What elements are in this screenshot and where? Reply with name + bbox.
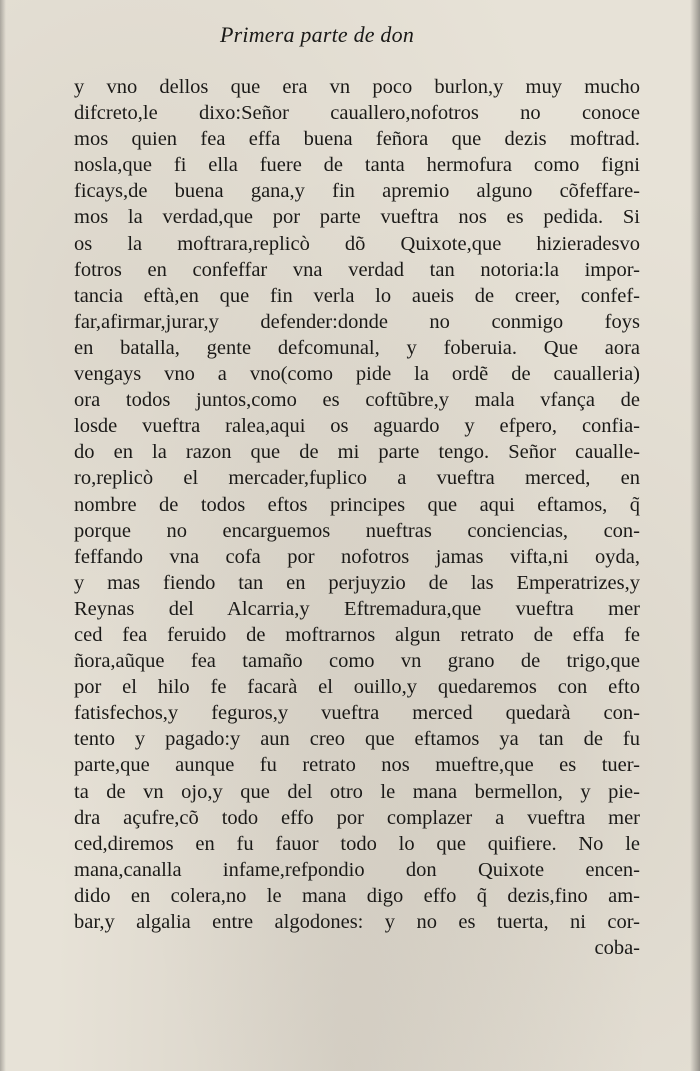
text-line: losde vueftra ralea,aqui os aguardo y efpero, confia- [74, 415, 640, 438]
text-line: nosla,que fi ella fuere de tanta hermofura como figni [74, 154, 640, 177]
text-line: parte,que aunque fu retrato nos mueftre,que es tuer- [74, 754, 640, 777]
running-head: Primera parte de don [220, 22, 415, 47]
text-line: tancia eftà,en que fin verla lo aueis de creer, confef- [74, 284, 640, 307]
text-line: ro,replicò el mercader,fuplico a vueftra merced, en [74, 467, 640, 490]
text-line: por el hilo fe facarà el ouillo,y quedaremos con efto [74, 676, 640, 699]
text-line: mos quien fea effa buena feñora que dezis moftrad. [74, 128, 640, 151]
text-line: nombre de todos eftos principes que aqui eftamos, q̃ [74, 493, 640, 516]
text-line: ora todos juntos,como es coftũbre,y mala vfança de [74, 389, 640, 412]
page-right-edge-shadow [690, 0, 700, 1071]
text-line: tento y pagado:y aun creo que eftamos ya tan de fu [74, 728, 640, 751]
text-line: feffando vna cofa por nofotros jamas vifta,ni oyda, [74, 545, 640, 568]
text-block [74, 74, 640, 961]
text-line: difcreto,le dixo:Señor cauallero,nofotros no conoce [74, 102, 640, 125]
text-line: fotros en confeffar vna verdad tan notoria:la impor- [74, 258, 640, 281]
text-line: y mas fiendo tan en perjuyzio de las Emperatrizes,y [74, 571, 640, 594]
text-line: en batalla, gente defcomunal, y foberuia. Que aora [74, 336, 640, 359]
text-line: dido en colera,no le mana digo effo q̃ dezis,fino am- [74, 884, 640, 907]
text-line: porque no encarguemos nueftras conciencias, con- [74, 519, 640, 542]
text-line: Reynas del Alcarria,y Eftremadura,que vueftra mer [74, 597, 640, 620]
text-line: fatisfechos,y feguros,y vueftra merced quedarà con- [74, 702, 640, 725]
text-line: y vno dellos que era vn poco burlon,y muy mucho [74, 76, 640, 98]
page-left-edge-shadow [0, 0, 6, 1071]
catchword: coba- [594, 937, 640, 960]
text-line: ced fea feruido de moftrarnos algun retrato de effa fe [74, 623, 640, 646]
text-line: vengays vno a vno(como pide la ordẽ de caualleria) [74, 363, 640, 386]
text-line: mos la verdad,que por parte vueftra nos es pedida. Si [74, 206, 640, 229]
text-line: ced,diremos en fu fauor todo lo que quifiere. No le [74, 832, 640, 855]
text-line: dra açufre,cõ todo effo por complazer a vueftra mer [74, 806, 640, 829]
text-line: far,afirmar,jurar,y defender:donde no conmigo foys [74, 310, 640, 333]
text-line: do en la razon que de mi parte tengo. Señor caualle- [74, 441, 640, 464]
text-line: os la moftrara,replicò dõ Quixote,que hizieradesvo [74, 232, 640, 255]
text-line: ficays,de buena gana,y fin apremio alguno cõfeffare- [74, 180, 640, 203]
text-line: ñora,aũque fea tamaño como vn grano de trigo,que [74, 650, 640, 673]
text-line: ta de vn ojo,y que del otro le mana bermellon, y pie- [74, 780, 640, 803]
text-line: mana,canalla infame,refpondio don Quixote encen- [74, 858, 640, 881]
text-line: bar,y algalia entre algodones: y no es tuerta, ni cor- [74, 911, 640, 933]
